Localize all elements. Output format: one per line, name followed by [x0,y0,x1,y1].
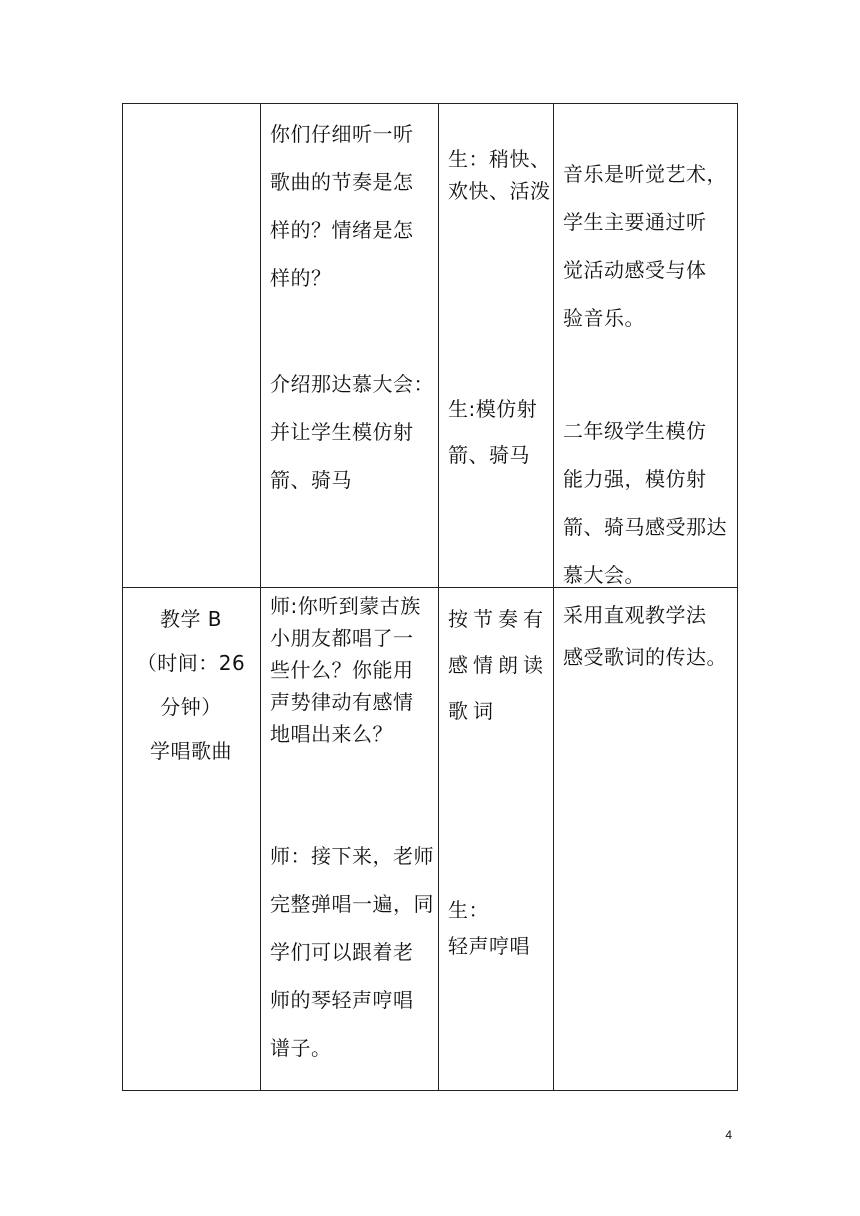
row2-student-activity-hum: 生： 轻声哼唱 [448,898,530,958]
row2-teaching-stage: 教学 B （时间：26 分钟） 学唱歌曲 [136,607,246,763]
row2-design-intent: 采用直观教学法 感受歌词的传达。 [563,603,727,669]
row1-student-activity-answer: 生：稍快、 欢快、活泼 [448,147,551,203]
row1-teacher-activity-naadam: 介绍那达慕大会： 并让学生模仿射 箭、骑马 [270,372,434,492]
row2-student-activity-read: 按节奏有 感情朗读 歌词 [448,607,548,723]
column-divider [438,103,439,1091]
row2-teacher-activity-sing: 师：接下来，老师 完整弹唱一遍，同 学们可以跟着老 师的琴轻声哼唱 谱子。 [270,844,434,1060]
row1-student-activity-imitate: 生:模仿射 箭、骑马 [448,397,538,467]
column-divider [553,103,554,1091]
row1-design-intent-imitation: 二年级学生模仿 能力强，模仿射 箭、骑马感受那达 慕大会。 [563,419,727,587]
row1-teacher-activity-listen: 你们仔细听一听 歌曲的节奏是怎 样的？情绪是怎 样的？ [270,122,414,290]
page-number: 4 [725,1128,732,1142]
column-divider [260,103,261,1091]
row2-teacher-activity-question: 师:你听到蒙古族 小朋友都唱了一 些什么？你能用 声势律动有感情 地唱出来么？ [270,594,421,746]
row1-design-intent-listening: 音乐是听觉艺术， 学生主要通过听 觉活动感受与体 验音乐。 [563,162,727,330]
